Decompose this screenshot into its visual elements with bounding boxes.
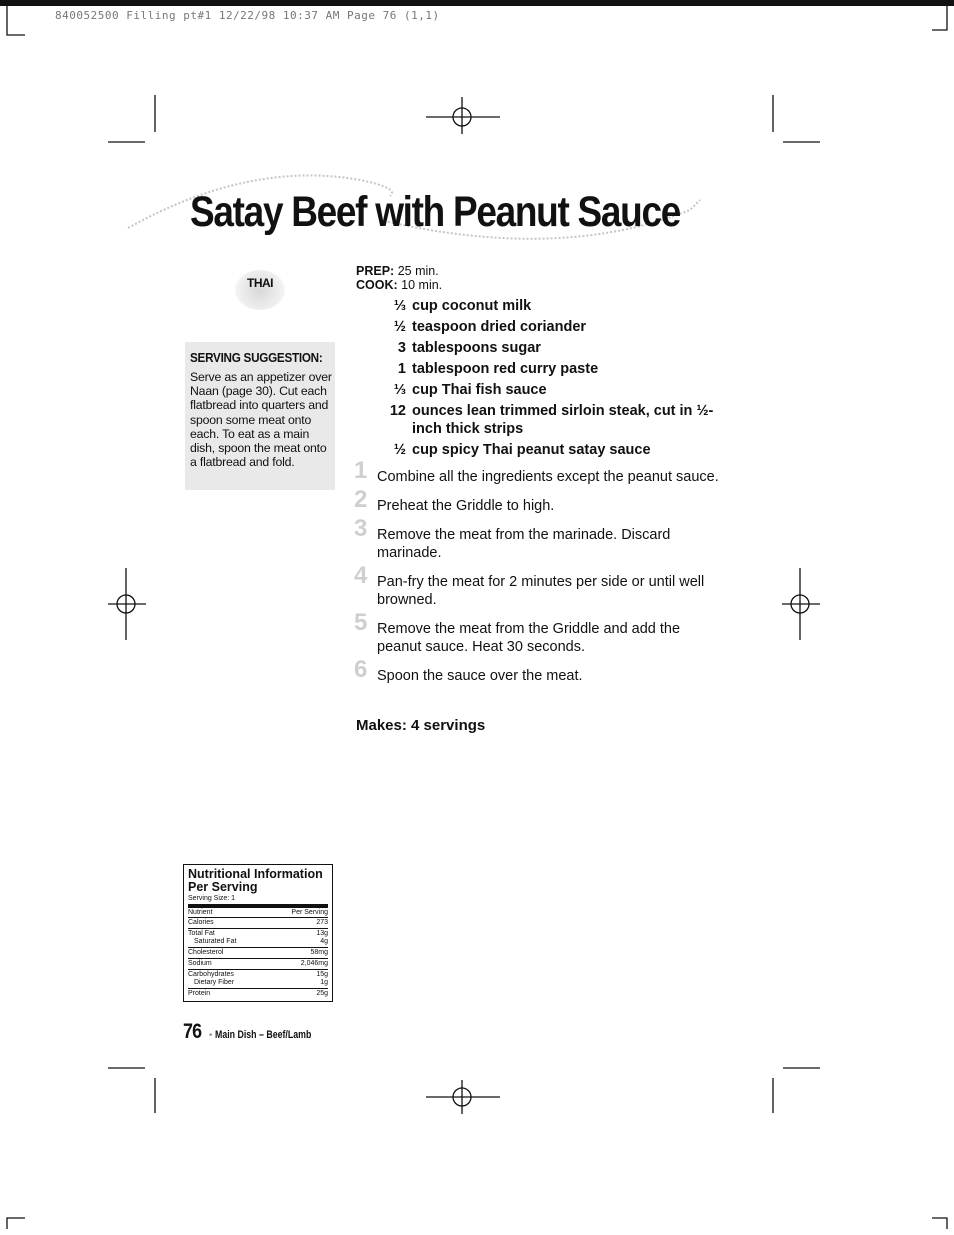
nutrient-name: Saturated Fat xyxy=(194,938,237,945)
step-number: 1 xyxy=(354,457,368,484)
ingredient-item xyxy=(356,297,716,315)
cook-time xyxy=(356,278,442,292)
serving-suggestion-text: Serve as an appetizer over Naan (page 30). Cut each flatbread into quarters and spoon some meat onto each. To eat as a main dish, spoon the meat onto a flatbread and fold. xyxy=(190,370,332,470)
recipe-times xyxy=(356,264,442,292)
section-label: Main Dish – Beef/Lamb xyxy=(214,1029,312,1041)
ingredient-list xyxy=(356,297,716,462)
serving-size: Serving Size: 1 xyxy=(188,895,236,902)
step-item xyxy=(354,562,724,609)
ingredient-text: cup Thai fish sauce xyxy=(412,382,547,398)
nutrient-value: 1g xyxy=(320,979,328,986)
nutrient-value: 273 xyxy=(316,919,328,926)
step-number: 5 xyxy=(354,609,368,636)
nutrition-panel xyxy=(183,864,333,1002)
ingredient-text: cup coconut milk xyxy=(412,298,532,314)
nutrition-group xyxy=(188,959,328,970)
ingredient-amount: ½ xyxy=(393,319,406,335)
ingredient-item xyxy=(356,339,716,357)
nutrition-group xyxy=(188,948,328,959)
step-number: 6 xyxy=(354,656,368,683)
serving-suggestion-title: SERVING SUGGESTION: xyxy=(190,350,323,365)
nutrient-value: 4g xyxy=(320,938,328,945)
prep-time xyxy=(356,264,442,278)
ingredient-item xyxy=(356,381,716,399)
nutrient-name: Cholesterol xyxy=(188,949,224,956)
step-number: 4 xyxy=(354,562,368,589)
nutrient-value: 2,046mg xyxy=(300,960,328,967)
ingredient-item xyxy=(356,402,716,438)
prep-label: PREP: xyxy=(356,264,395,278)
ingredient-text: cup spicy Thai peanut satay sauce xyxy=(412,442,651,458)
cuisine-label: THAI xyxy=(247,276,273,290)
nutrient-name: Carbohydrates xyxy=(188,971,234,978)
step-text: Pan-fry the meat for 2 minutes per side or until well browned. xyxy=(377,574,705,608)
step-list xyxy=(354,457,724,696)
makes-servings: Makes: 4 servings xyxy=(356,717,486,734)
nutrient-value: 58mg xyxy=(310,949,328,956)
nutrition-row xyxy=(188,960,328,968)
step-number: 2 xyxy=(354,486,368,513)
ingredient-item xyxy=(356,441,716,459)
nutrition-row xyxy=(188,949,328,957)
step-text: Spoon the sauce over the meat. xyxy=(377,668,583,684)
ingredient-text: tablespoon red curry paste xyxy=(412,361,599,377)
step-text: Combine all the ingredients except the peanut sauce. xyxy=(377,469,719,485)
nutrition-group xyxy=(188,918,328,929)
ingredient-item xyxy=(356,318,716,336)
step-item xyxy=(354,609,724,656)
ingredient-text: teaspoon dried coriander xyxy=(412,319,587,335)
nutrition-group xyxy=(188,989,328,999)
step-item xyxy=(354,515,724,562)
nutrient-value: 15g xyxy=(316,971,328,978)
nutrition-group xyxy=(188,970,328,989)
nutrient-name: Dietary Fiber xyxy=(194,979,235,986)
col-per-serving: Per Serving xyxy=(291,909,328,916)
ingredient-amount: 3 xyxy=(397,340,406,356)
step-item xyxy=(354,457,724,486)
nutrition-row xyxy=(188,938,328,946)
prep-value: 25 min. xyxy=(397,264,439,278)
cuisine-badge xyxy=(235,270,285,310)
ingredient-amount: ⅓ xyxy=(393,298,406,314)
nutrient-value: 13g xyxy=(316,930,328,937)
ingredient-item xyxy=(356,360,716,378)
nutrition-group xyxy=(188,929,328,948)
nutrient-name: Calories xyxy=(188,919,214,926)
ingredient-amount: ⅓ xyxy=(393,382,406,398)
nutrient-value: 25g xyxy=(316,990,328,997)
step-text: Remove the meat from the marinade. Discard marinade. xyxy=(377,527,671,561)
page-number: 76 xyxy=(183,1020,202,1043)
ingredient-text: ounces lean trimmed sirloin steak, cut in ½-inch thick strips xyxy=(412,403,714,437)
nutrition-title: Nutritional Information Per Serving xyxy=(188,867,323,894)
nutrition-row xyxy=(188,971,328,979)
ingredient-amount: 1 xyxy=(397,361,406,377)
nutrition-row xyxy=(188,979,328,987)
nutrition-row xyxy=(188,919,328,927)
footer-separator: • xyxy=(208,1030,213,1041)
step-item xyxy=(354,486,724,515)
recipe-title: Satay Beef with Peanut Sauce xyxy=(190,188,680,236)
nutrient-name: Total Fat xyxy=(188,930,215,937)
print-slug: 840052500 Filling pt#1 12/22/98 10:37 AM Page 76 (1,1) xyxy=(55,9,440,22)
cook-label: COOK: xyxy=(356,278,398,292)
nutrition-row xyxy=(188,930,328,938)
page-footer xyxy=(183,1020,335,1044)
step-item xyxy=(354,656,724,685)
cook-value: 10 min. xyxy=(401,278,443,292)
nutrition-header xyxy=(188,904,328,918)
ingredient-amount: ½ xyxy=(393,442,406,458)
serving-suggestion-box xyxy=(185,342,335,490)
step-number: 3 xyxy=(354,515,368,542)
step-text: Remove the meat from the Griddle and add the peanut sauce. Heat 30 seconds. xyxy=(377,621,681,655)
col-nutrient: Nutrient xyxy=(188,909,213,916)
nutrition-row xyxy=(188,990,328,998)
nutrient-name: Sodium xyxy=(188,960,212,967)
ingredient-amount: 12 xyxy=(389,403,406,419)
nutrient-name: Protein xyxy=(188,990,211,997)
step-text: Preheat the Griddle to high. xyxy=(377,498,555,514)
ingredient-text: tablespoons sugar xyxy=(412,340,541,356)
